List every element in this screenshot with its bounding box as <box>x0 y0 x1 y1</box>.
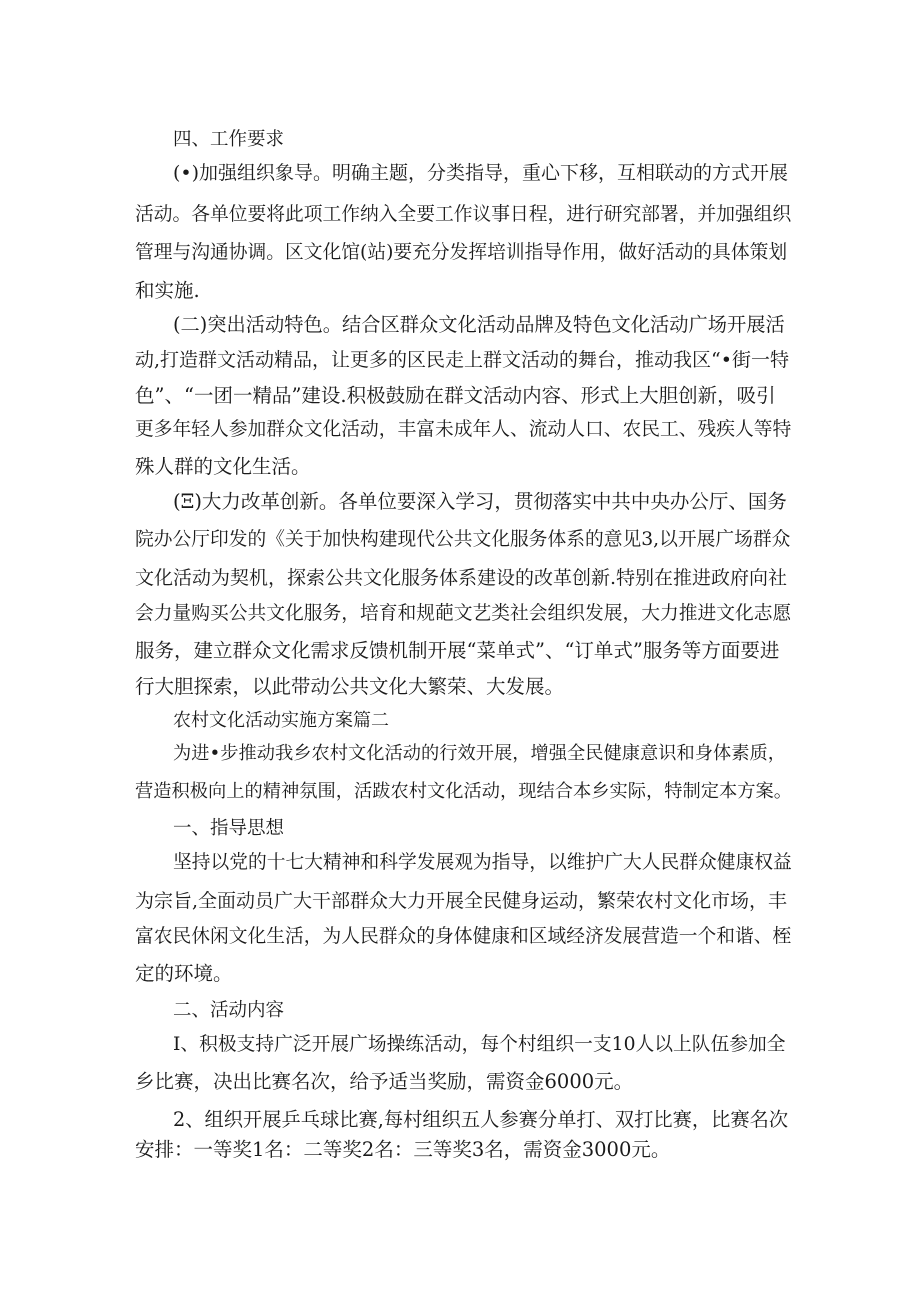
paragraph-line: 文化活动为契机，探索公共文化服务体系建设的改革创新.特别在推进政府向社 <box>135 567 788 589</box>
paragraph-line: (Ξ)大力改革创新。各单位要深入学习，贯彻落实中共中央办公厅、国务 <box>173 490 787 513</box>
section-title-part-two: 农村文化活动实施方案篇二 <box>173 710 389 731</box>
paragraph-line: 坚持以党的十七大精神和科学发展观为指导，以维护广大人民群众健康权益 <box>173 852 792 873</box>
paragraph-line: 营造积极向上的精神氛围，活跋农村文化活动，现结合本乡实际，特制定本方案。 <box>135 781 792 802</box>
paragraph-line: 动,打造群文活动精品，让更多的区民走上群文活动的舞台，推动我区“•街一特 <box>135 349 789 371</box>
paragraph-line: 安排：一等奖1名：二等奖2名：三等奖3名，需资金3000元。 <box>135 1138 671 1161</box>
paragraph-line: (二)突出活动特色。结合区群众文化活动品牌及特色文化活动广场开展活 <box>173 313 785 336</box>
paragraph-line: 为宗旨,全面动员广大干部群众大力开展全民健身运动，繁荣农村文化市场，丰 <box>135 890 788 912</box>
section-heading-activity-content: 二、活动内容 <box>173 1000 285 1021</box>
paragraph-line: 会力量购买公共文化服务，培育和规葩文艺类社会组织发展，大力推进文化志愿 <box>135 603 792 624</box>
paragraph-line: 更多年轻人参加群众文化活动，丰富未成年人、流动人口、农民工、残疾人等特 <box>135 419 792 440</box>
paragraph-line: 富农民休闲文化生活，为人民群众的身体健康和区域经济发展营造一个和谐、桎 <box>135 926 792 947</box>
paragraph-line: 定的环境。 <box>135 962 233 985</box>
paragraph-line: 殊人群的文化生活。 <box>135 455 311 478</box>
paragraph-line: 色”、“一团一精品”建设.积极鼓励在群文活动内容、形式上大胆创新，吸引 <box>135 384 776 407</box>
paragraph-line: 行大胆探索，以此带动公共文化大繁荣、大发展。 <box>135 675 565 698</box>
paragraph-line: (•)加强组织象导。明确主题，分类指导，重心下移，互相联动的方式开展 <box>173 162 789 184</box>
paragraph-line: 服务，建立群众文化需求反馈机制开展“菜单式”、“订单式”服务等方面要进 <box>135 639 780 662</box>
paragraph-line: 管理与沟通协调。区文化馆(站)要充分发挥培训指导作用，做好活动的具体策划 <box>135 242 788 263</box>
paragraph-line: 和实施. <box>135 279 200 302</box>
paragraph-line: I、积极支持广泛开展广场操练活动，每个村组织一支10人以上队伍参加全 <box>173 1034 786 1055</box>
section-heading-work-requirements: 四、工作要求 <box>173 129 285 150</box>
paragraph-line: 乡比赛，决出比赛名次，给予适当奖励，需资金6000元。 <box>135 1070 634 1093</box>
paragraph-line: 院办公厅印发的《关于加快构建现代公共文化服务体系的意见3,以开展广场群众 <box>135 529 791 550</box>
paragraph-line: 2、组织开展乒乓球比赛,每村组织五人参赛分单打、双打比赛，比赛名次 <box>173 1108 789 1131</box>
paragraph-line: 活动。各单位要将此项工作纳入全要工作议事日程，进行研究部署，并加强组织 <box>135 204 792 225</box>
section-heading-guiding-ideology: 一、指导思想 <box>173 818 285 839</box>
paragraph-line: 为进•步推动我乡农村文化活动的行效开展，增强全民健康意识和身体素质， <box>173 743 787 764</box>
